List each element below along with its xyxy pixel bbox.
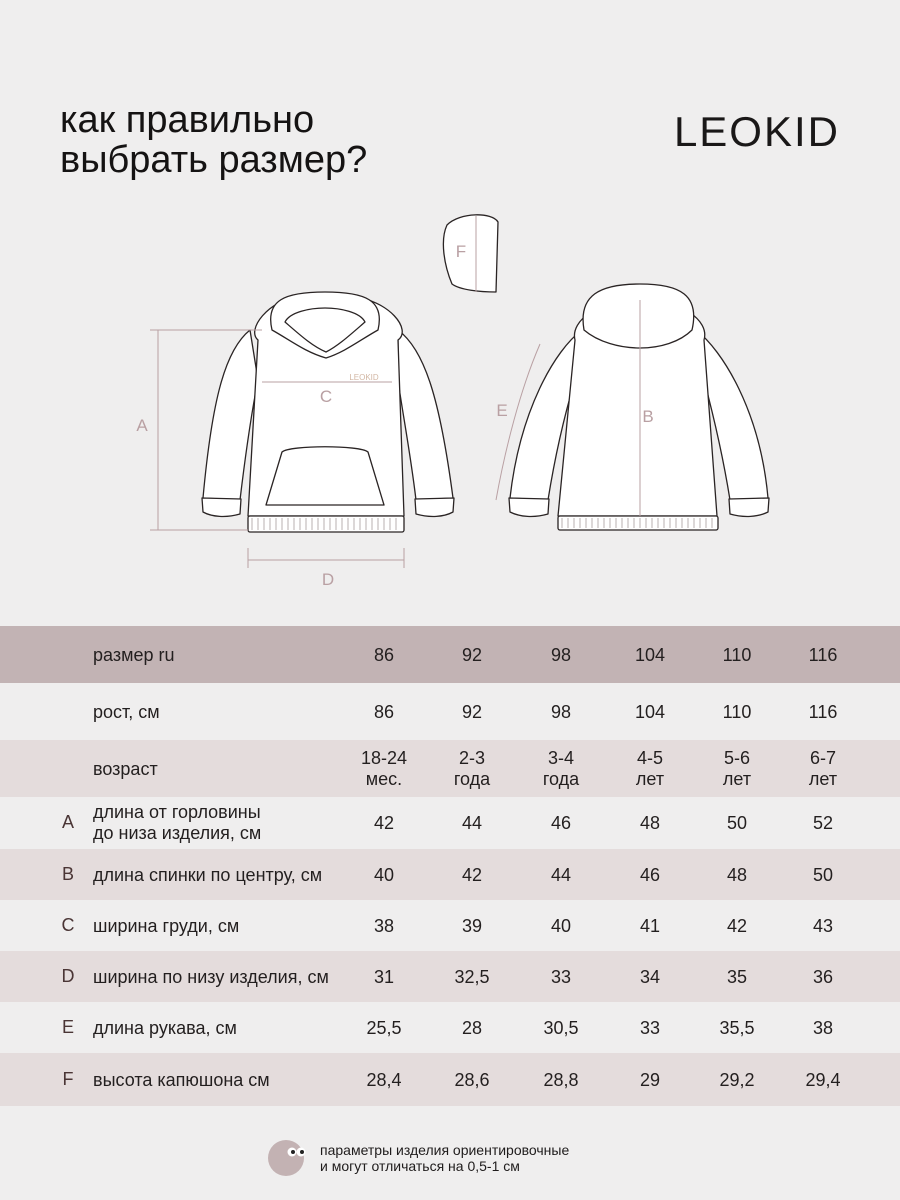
row-label: длина рукава, см: [93, 1017, 237, 1038]
front-pocket: [266, 447, 384, 505]
label-f: F: [455, 242, 467, 261]
back-left-cuff: [509, 498, 549, 516]
back-hood: [583, 284, 694, 348]
table-cell: 36: [812, 966, 834, 987]
label-d: D: [321, 570, 335, 589]
table-cell: 104: [634, 644, 666, 665]
table-cell: 6-7 лет: [808, 747, 838, 789]
table-row: [0, 797, 900, 849]
table-cell: 46: [639, 864, 661, 885]
title-line-1: как правильно: [60, 99, 315, 141]
hood-detail: [443, 215, 498, 292]
label-e: E: [496, 401, 508, 420]
table-row: [0, 849, 900, 900]
row-letter: E: [61, 1016, 74, 1037]
table-cell: 50: [812, 864, 834, 885]
label-c: C: [319, 387, 333, 406]
page-title: [60, 100, 367, 180]
row-label: ширина груди, см: [93, 915, 240, 936]
table-row: [0, 1053, 900, 1106]
table-cell: 86: [373, 701, 395, 722]
table-cell: 48: [639, 813, 661, 833]
table-cell: 86: [373, 644, 395, 665]
front-left-cuff: [202, 498, 241, 516]
table-cell: 38: [373, 915, 395, 936]
row-label: рост, см: [93, 701, 160, 722]
row-label: размер ru: [93, 644, 175, 665]
table-cell: 104: [634, 701, 666, 722]
row-label: высота капюшона см: [93, 1069, 270, 1090]
table-cell: 42: [726, 915, 748, 936]
row-letter: C: [61, 914, 75, 935]
table-cell: 116: [808, 701, 838, 722]
table-cell: 3-4 года: [542, 747, 580, 789]
table-cell: 18-24 мес.: [360, 747, 408, 789]
size-table: [0, 626, 900, 1106]
note-text: [320, 1142, 680, 1174]
table-cell: 4-5 лет: [635, 747, 665, 789]
table-cell: 41: [639, 915, 661, 936]
row-label: длина от горловины до низа изделия, см: [93, 802, 262, 843]
label-b: B: [642, 407, 654, 426]
table-cell: 42: [461, 864, 483, 885]
table-cell: 110: [722, 644, 752, 665]
table-row: [0, 683, 900, 740]
row-letter: B: [61, 863, 74, 884]
label-a: A: [136, 416, 148, 435]
footer-note: [268, 1138, 570, 1183]
row-letter: D: [61, 965, 75, 986]
table-cell: 28,8: [543, 1069, 579, 1090]
table-cell: 28,4: [366, 1069, 402, 1090]
table-cell: 28: [461, 1017, 483, 1038]
table-row: [0, 626, 900, 683]
table-cell: 29,4: [805, 1069, 841, 1090]
measure-line-d: [248, 548, 404, 568]
row-label: возраст: [93, 758, 158, 779]
chest-logo: LEOKID: [349, 373, 379, 382]
row-label: ширина по низу изделия, см: [93, 966, 329, 987]
front-right-cuff: [415, 498, 454, 516]
row-letter: A: [61, 812, 74, 832]
table-cell: 48: [726, 864, 748, 885]
table-cell: 33: [639, 1017, 661, 1038]
table-cell: 29,2: [719, 1069, 755, 1090]
table-cell: 2-3 года: [453, 747, 491, 789]
table-cell: 42: [373, 813, 395, 833]
table-cell: 30,5: [543, 1017, 579, 1038]
table-cell: 35: [726, 966, 748, 987]
table-row: [0, 1002, 900, 1053]
mascot-eyes-icon: [268, 1138, 308, 1178]
table-cell: 116: [808, 644, 838, 665]
table-cell: 29: [639, 1069, 661, 1090]
table-cell: 92: [461, 701, 483, 722]
table-cell: 92: [461, 644, 483, 665]
table-cell: 40: [550, 915, 572, 936]
row-label: длина спинки по центру, см: [93, 864, 323, 885]
title-line-2: выбрать размер?: [60, 139, 368, 181]
table-cell: 35,5: [719, 1017, 755, 1038]
table-cell: 50: [726, 813, 748, 833]
brand-logo: LEOKID: [673, 108, 840, 155]
table-cell: 44: [550, 864, 572, 885]
table-cell: 33: [550, 966, 572, 987]
note-line-1: параметры изделия ориентировочные: [320, 1142, 570, 1158]
table-cell: 28,6: [454, 1069, 490, 1090]
table-cell: 52: [812, 813, 834, 833]
table-cell: 43: [812, 915, 834, 936]
table-cell: 31: [373, 966, 395, 987]
table-cell: 25,5: [366, 1017, 402, 1038]
table-cell: 40: [373, 864, 395, 885]
front-right-sleeve: [398, 330, 453, 500]
table-cell: 5-6 лет: [722, 747, 752, 789]
table-cell: 32,5: [454, 966, 490, 987]
table-cell: 44: [461, 813, 483, 833]
front-waistband: [248, 516, 404, 532]
table-cell: 98: [550, 701, 572, 722]
table-row: [0, 951, 900, 1002]
table-row: [0, 900, 900, 951]
hoodie-measurement-diagram: [0, 200, 900, 600]
table-cell: 38: [812, 1017, 834, 1038]
table-cell: 46: [550, 813, 572, 833]
table-cell: 98: [550, 644, 572, 665]
table-row: [0, 740, 900, 797]
back-right-cuff: [729, 498, 769, 516]
row-letter: F: [62, 1068, 74, 1089]
table-cell: 110: [722, 701, 752, 722]
table-cell: 39: [461, 915, 483, 936]
note-line-2: и могут отличаться на 0,5-1 см: [320, 1158, 520, 1174]
table-cell: 34: [639, 966, 661, 987]
